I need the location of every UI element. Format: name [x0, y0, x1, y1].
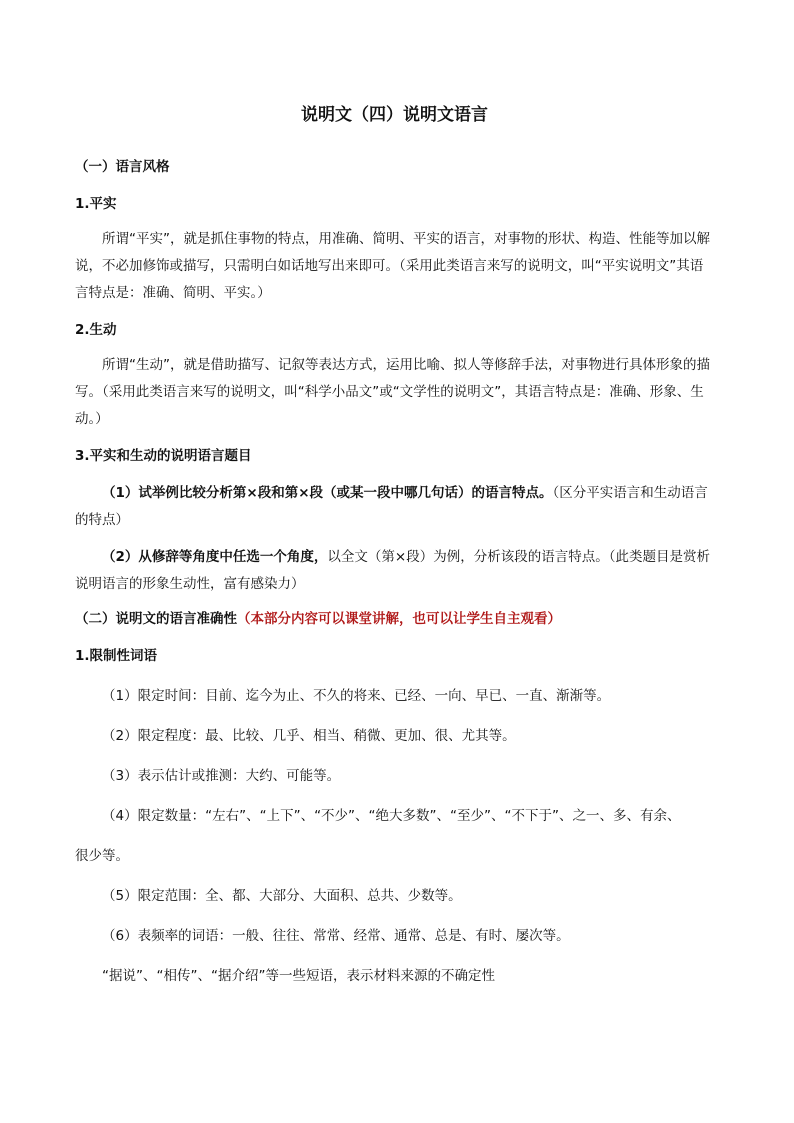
section-heading-accuracy [75, 606, 714, 633]
subheading-plain: 1.平实 [75, 196, 117, 212]
question-2 [75, 544, 714, 598]
list-item: （2）限定程度：最、比较、几乎、相当、稍微、更加、很、尤其等。 [102, 728, 516, 744]
question-2-rest: 以全文（第×段）为例，分析该段的语言特点。（此类题目是赏析说明语言的形象生动性，富有感染力） [75, 549, 710, 592]
paragraph-plain: 所谓“平实”，就是抓住事物的特点，用准确、简明、平实的语言，对事物的形状、构造、性能等加以解说，不必加修饰或描写，只需明白如话地写出来即可。（采用此类语言来写的说明文，叫“平实说明文”其语言特点是：准确、简明、平实。） [75, 231, 710, 301]
list-item: （4）限定数量：“左右”、“上下”、“不少”、“绝大多数”、“至少”、“不下于”、之一、多、有余、 [102, 808, 681, 824]
question-1-rest: （区分平实语言和生动语言的特点） [75, 485, 708, 528]
list-item: （5）限定范围：全、都、大部分、大面积、总共、少数等。 [102, 888, 462, 904]
section-heading-accuracy-label: （二）说明文的语言准确性 [75, 611, 237, 627]
subheading-questions: 3.平实和生动的说明语言题目 [75, 448, 252, 464]
section-heading-style: （一）语言风格 [75, 159, 170, 175]
page-title: 说明文（四）说明文语言 [301, 105, 488, 125]
subheading-vivid: 2.生动 [75, 322, 117, 338]
subheading-limiting-words: 1.限制性词语 [75, 648, 158, 664]
list-item: （6）表频率的词语：一般、往往、常常、经常、通常、总是、有时、屡次等。 [102, 928, 570, 944]
list-item: “据说”、“相传”、“据介绍”等一些短语，表示材料来源的不确定性 [102, 968, 495, 984]
list-item: （1）限定时间：目前、迄今为止、不久的将来、已经、一向、早已、一直、渐渐等。 [102, 688, 611, 704]
list-item-continued: 很少等。 [75, 848, 129, 864]
list-item: （3）表示估计或推测：大约、可能等。 [102, 768, 341, 784]
question-1-bold: （1）试举例比较分析第×段和第×段（或某一段中哪几句话）的语言特点。 [102, 485, 553, 501]
question-2-bold: （2）从修辞等角度中任选一个角度， [102, 549, 328, 565]
section-note: （本部分内容可以课堂讲解，也可以让学生自主观看） [237, 611, 561, 627]
question-1 [75, 480, 714, 534]
paragraph-vivid: 所谓“生动”，就是借助描写、记叙等表达方式，运用比喻、拟人等修辞手法，对事物进行具体形象的描写。（采用此类语言来写的说明文，叫“科学小品文”或“文学性的说明文”，其语言特点是：准确、形象、生动。） [75, 357, 710, 427]
